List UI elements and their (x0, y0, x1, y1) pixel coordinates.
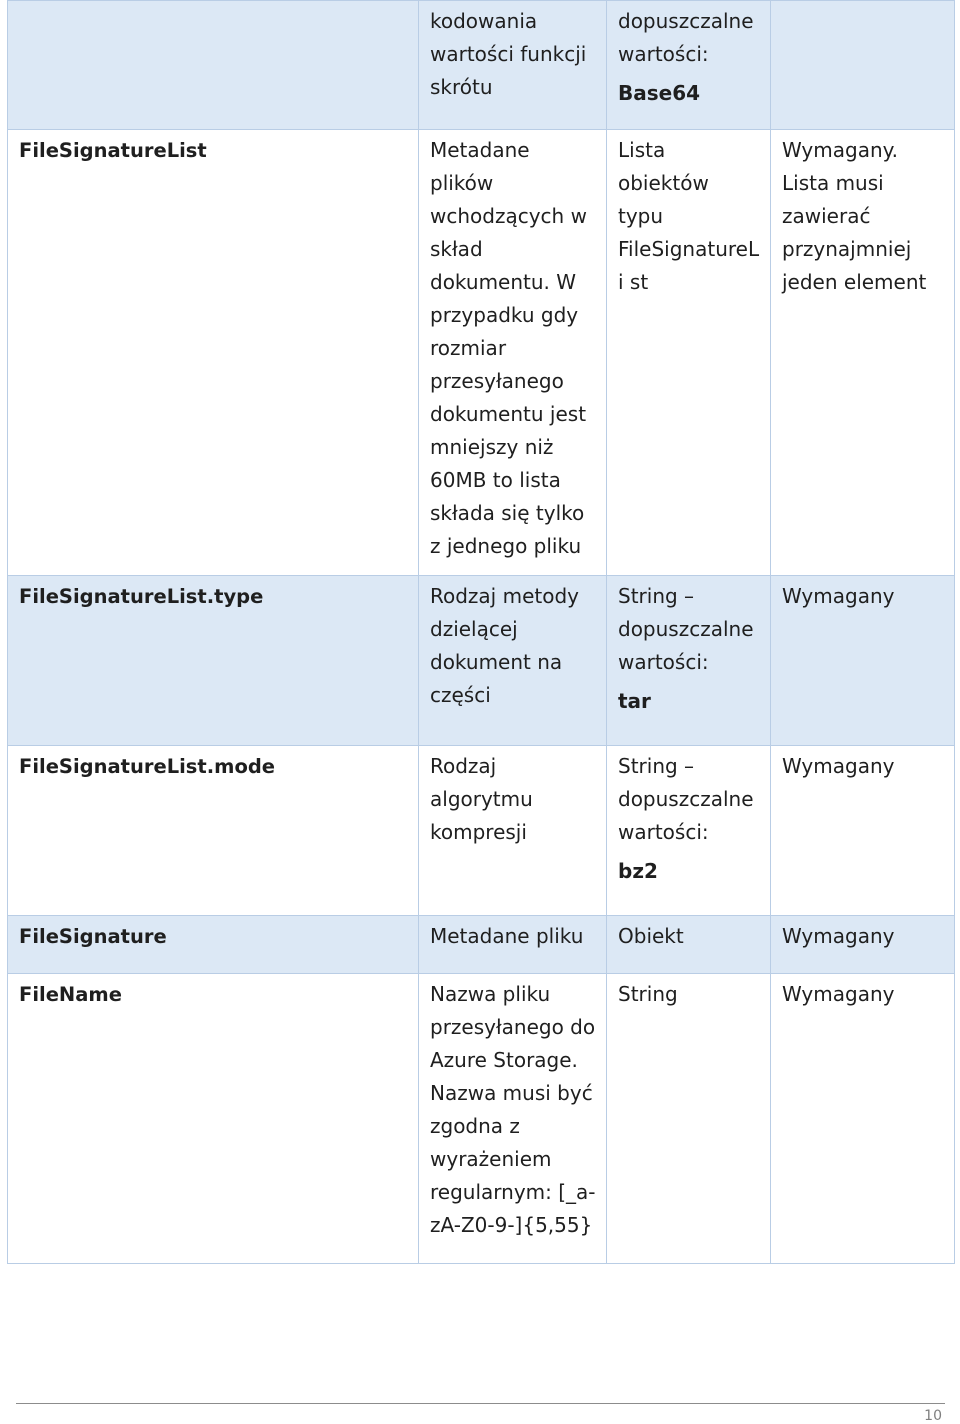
field-name-cell: FileSignature (8, 916, 419, 974)
field-name-cell: FileName (8, 974, 419, 1264)
table-row (8, 576, 955, 746)
field-type-cell (607, 974, 771, 1264)
field-description-cell: Metadane plików wchodzących w skład dokumentu. W przypadku gdy rozmiar przesyłanego dokumentu jest mniejszy niż 60MB to lista składa się tylko z jednego pliku (419, 130, 607, 576)
field-description-cell: Rodzaj algorytmu kompresji (419, 746, 607, 916)
field-name-cell: FileSignatureList.type (8, 576, 419, 746)
field-type-value: bz2 (618, 859, 658, 883)
field-requirement-cell: Wymagany (771, 576, 955, 746)
table-row (8, 916, 955, 974)
field-type-value: tar (618, 689, 651, 713)
field-requirement-cell: Wymagany (771, 974, 955, 1264)
field-type-text: dopuszczalne wartości: (618, 9, 754, 66)
field-requirement-cell: Wymagany. Lista musi zawierać przynajmniej jeden element (771, 130, 955, 576)
footer-divider (16, 1403, 945, 1404)
field-type-text: Lista obiektów typu FileSignatureLi st (618, 138, 760, 294)
field-name-cell: FileSignatureList.mode (8, 746, 419, 916)
field-type-cell (607, 130, 771, 576)
field-type-value: Base64 (618, 81, 701, 105)
field-description-cell: Nazwa pliku przesyłanego do Azure Storage. Nazwa musi być zgodna z wyrażeniem regularnym: [_a-zA-Z0-9-]{5,55} (419, 974, 607, 1264)
field-type-cell (607, 1, 771, 130)
field-type-cell (607, 576, 771, 746)
field-type-cell (607, 916, 771, 974)
field-definition-table (7, 0, 955, 1264)
table-row (8, 746, 955, 916)
field-type-text: String – dopuszczalne wartości: (618, 584, 754, 674)
field-requirement-cell: Wymagany (771, 916, 955, 974)
field-type-text: Obiekt (618, 924, 684, 948)
field-name-cell: FileSignatureList (8, 130, 419, 576)
table-row (8, 1, 955, 130)
page-number: 10 (924, 1408, 942, 1424)
table-row (8, 974, 955, 1264)
field-requirement-cell (771, 1, 955, 130)
field-type-text: String (618, 982, 678, 1006)
field-type-text: String – dopuszczalne wartości: (618, 754, 754, 844)
field-requirement-cell: Wymagany (771, 746, 955, 916)
field-name-cell (8, 1, 419, 130)
table-row (8, 130, 955, 576)
field-type-cell (607, 746, 771, 916)
field-description-cell: Rodzaj metody dzielącej dokument na części (419, 576, 607, 746)
field-description-cell: kodowania wartości funkcji skrótu (419, 1, 607, 130)
field-description-cell: Metadane pliku (419, 916, 607, 974)
